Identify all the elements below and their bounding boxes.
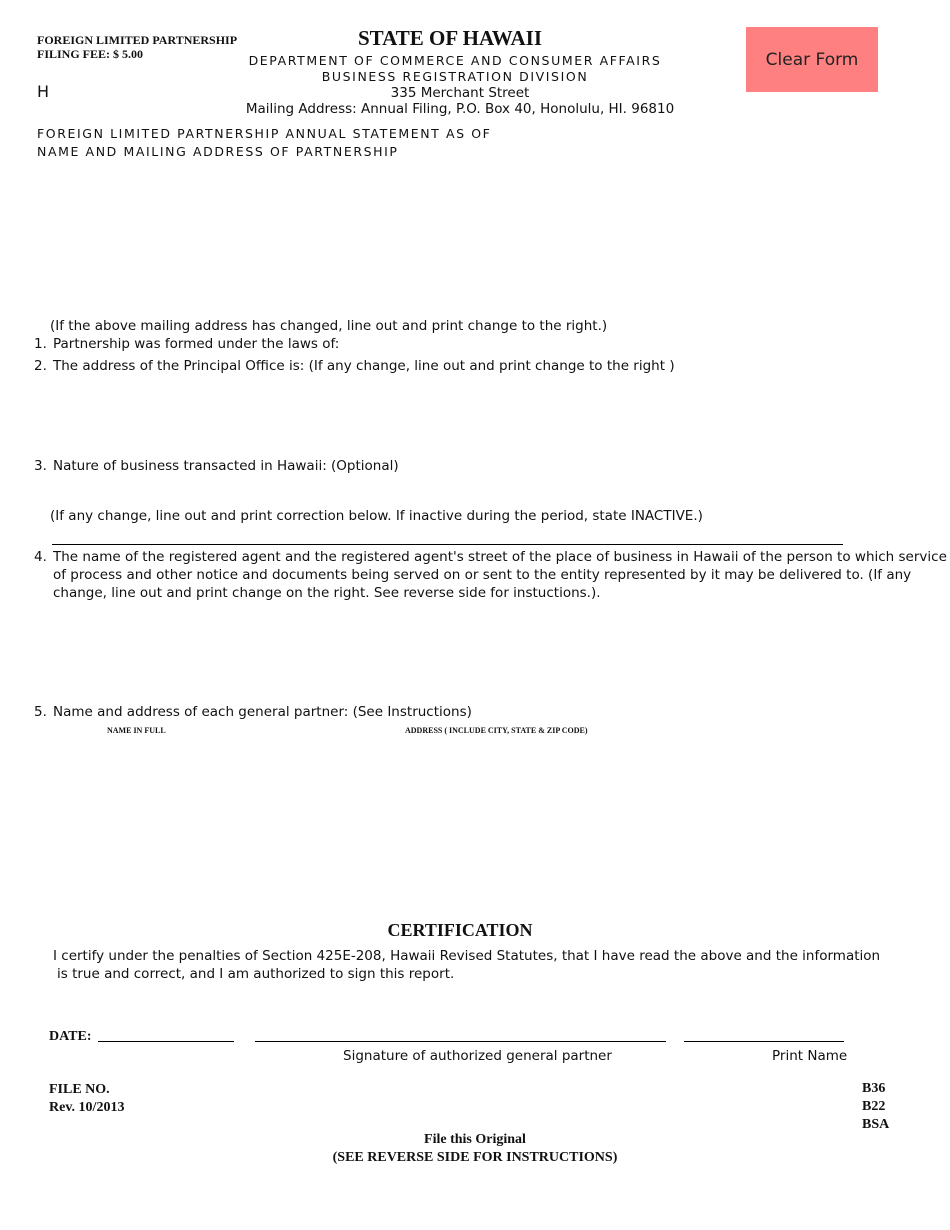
item-4-line-1: The name of the registered agent and the registered agent's street of the place of business in Hawaii of the person to which service <box>53 549 947 565</box>
street-address: 335 Merchant Street <box>390 85 530 101</box>
mailing-address: Mailing Address: Annual Filing, P.O. Box 40, Honolulu, HI. 96810 <box>245 101 675 117</box>
item-4-number: 4. <box>34 549 47 565</box>
mailing-change-note: (If the above mailing address has changed, line out and print change to the right.) <box>50 318 608 334</box>
form-code-b22: B22 <box>862 1099 886 1114</box>
clear-form-button[interactable]: Clear Form <box>746 27 878 92</box>
signature-line[interactable] <box>255 1041 666 1042</box>
filing-fee-label: FILING FEE: $ 5.00 <box>37 47 144 61</box>
item-2-text: The address of the Principal Office is: (If any change, line out and print change to the right ) <box>53 358 675 374</box>
certification-line-2: is true and correct, and I am authorized to sign this report. <box>57 966 455 982</box>
see-reverse-note: (SEE REVERSE SIDE FOR INSTRUCTIONS) <box>332 1150 618 1165</box>
item-4-line-2: of process and other notice and documents being served on or sent to the entity represented by it may be delivered to. (If any <box>53 567 912 583</box>
column-name-header: NAME IN FULL <box>107 726 166 735</box>
form-code-letter: H <box>37 82 50 101</box>
signature-label: Signature of authorized general partner <box>343 1048 612 1064</box>
column-address-header: ADDRESS ( INCLUDE CITY, STATE & ZIP CODE) <box>405 726 588 735</box>
item-5-number: 5. <box>34 704 47 720</box>
item-3-note: (If any change, line out and print correction below. If inactive during the period, state INACTIVE.) <box>50 508 703 524</box>
form-type-label: FOREIGN LIMITED PARTNERSHIP <box>37 33 238 47</box>
date-label: DATE: <box>49 1029 92 1044</box>
name-address-heading: NAME AND MAILING ADDRESS OF PARTNERSHIP <box>37 144 399 159</box>
item-4-line-3: change, line out and print change on the right. See reverse side for instuctions.). <box>53 585 601 601</box>
file-original-note: File this Original <box>424 1132 526 1147</box>
item-1-text: Partnership was formed under the laws of: <box>53 336 340 352</box>
item-2-number: 2. <box>34 358 47 374</box>
print-name-label: Print Name <box>772 1048 848 1064</box>
item-3-number: 3. <box>34 458 47 474</box>
certification-heading: CERTIFICATION <box>387 920 533 940</box>
item-3-text: Nature of business transacted in Hawaii: (Optional) <box>53 458 399 474</box>
item-1-number: 1. <box>34 336 47 352</box>
certification-line-1: I certify under the penalties of Section 425E-208, Hawaii Revised Statutes, that I have read the above and the information <box>53 948 881 964</box>
revision-label: Rev. 10/2013 <box>49 1100 125 1115</box>
form-code-bsa: BSA <box>862 1117 890 1132</box>
department-name: DEPARTMENT OF COMMERCE AND CONSUMER AFFAIRS <box>248 53 662 68</box>
item-5-text: Name and address of each general partner: (See Instructions) <box>53 704 472 720</box>
statement-title: FOREIGN LIMITED PARTNERSHIP ANNUAL STATEMENT AS OF <box>37 126 492 141</box>
division-name: BUSINESS REGISTRATION DIVISION <box>321 69 589 84</box>
date-line[interactable] <box>98 1041 234 1042</box>
file-number-label: FILE NO. <box>49 1082 110 1097</box>
form-code-b36: B36 <box>862 1081 886 1096</box>
print-name-line[interactable] <box>684 1041 844 1042</box>
item-3-divider <box>52 544 843 545</box>
state-title: STATE OF HAWAII <box>358 26 542 50</box>
